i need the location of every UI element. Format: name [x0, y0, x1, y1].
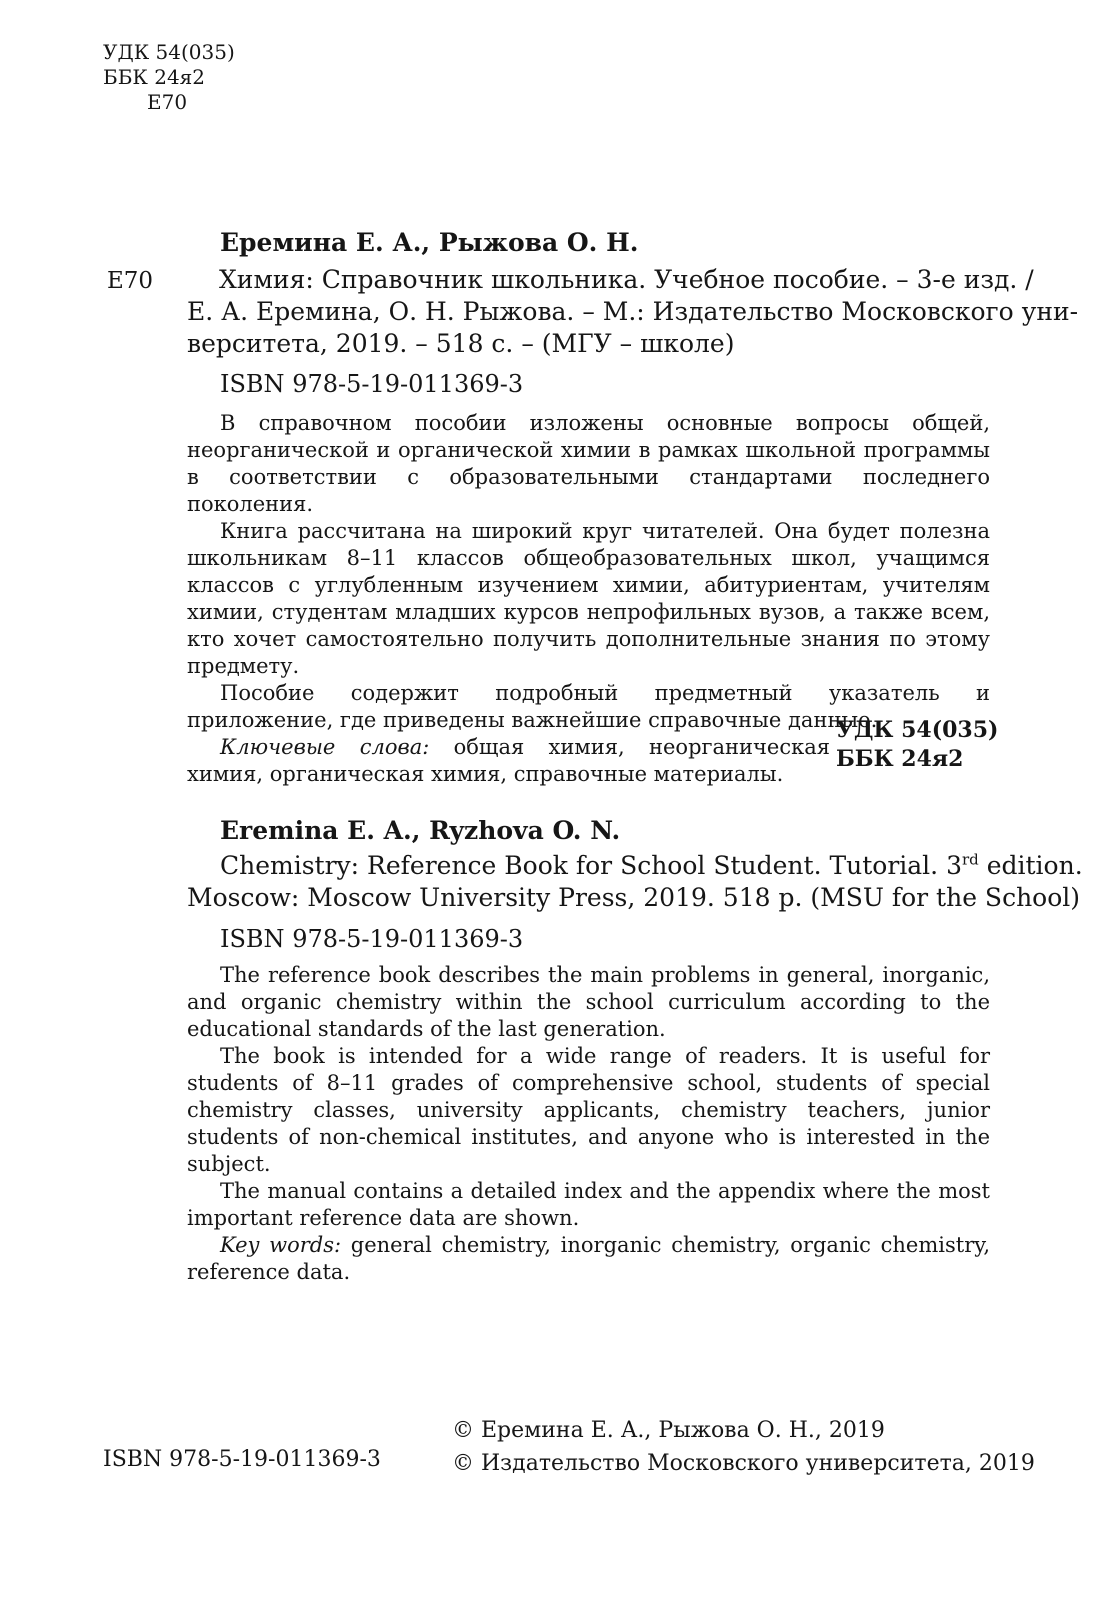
ru-abstract-paragraph-2: Книга рассчитана на широкий круг читателей. Она будет полезна школьникам 8–11 классов общеобразовательных школ, учащимся классов с углубленным изучением химии, абитуриентам, учителям химии, студентам младших курсов непрофильных вузов, а также всем, кто хочет самостоятельно получить дополнительные знания по этому предмету.	[187, 519, 990, 678]
ru-isbn: ISBN 978-5-19-011369-3	[220, 370, 524, 398]
ru-keywords-text: общая химия, неорганическая химия, органическая химия, справочные материалы.	[187, 735, 830, 786]
en-citation-title: Chemistry: Reference Book for School Student. Tutorial. 3	[220, 851, 962, 880]
top-udk: УДК 54(035)	[103, 40, 235, 64]
copyright-authors: © Еремина Е. А., Рыжова О. Н., 2019	[452, 1418, 885, 1443]
top-classification-codes	[103, 40, 235, 115]
en-citation-edition: edition.	[978, 851, 1083, 880]
top-bbk: ББК 24я2	[103, 65, 206, 89]
ru-citation-line-2: Е. А. Еремина, О. Н. Рыжова. – М.: Издательство Московского уни-	[187, 297, 1079, 326]
ru-abstract-paragraph-1: В справочном пособии изложены основные вопросы общей, неорганической и органической химии в рамках школьной программы в соответствии с образовательными стандартами последнего поколения.	[187, 411, 990, 516]
ru-keywords-label: Ключевые слова:	[220, 735, 430, 759]
copyright-publisher: © Издательство Московского университета, 2019	[452, 1451, 1035, 1476]
en-isbn: ISBN 978-5-19-011369-3	[220, 925, 524, 953]
ru-author-code: Е70	[107, 268, 154, 294]
top-author-code: Е70	[147, 90, 188, 114]
en-authors: Eremina E. A., Ryzhova O. N.	[220, 816, 621, 845]
ru-udk: УДК 54(035)	[836, 717, 999, 743]
footer-isbn: ISBN 978-5-19-011369-3	[103, 1447, 381, 1472]
ru-authors: Еремина Е. А., Рыжова О. Н.	[220, 228, 639, 257]
en-abstract-paragraph-3: The manual contains a detailed index and the appendix where the most important reference data are shown.	[187, 1179, 990, 1230]
ru-citation	[103, 264, 1034, 296]
ru-abstract-paragraph-3: Пособие содержит подробный предметный указатель и приложение, где приведены важнейшие справочные данные.	[187, 681, 990, 732]
en-abstract-paragraph-1: The reference book describes the main problems in general, inorganic, and organic chemistry within the school curriculum according to the educational standards of the last generation.	[187, 963, 990, 1041]
en-citation-line-1	[220, 850, 1083, 882]
copyright-block	[452, 1414, 1035, 1480]
ru-bbk: ББК 24я2	[836, 746, 964, 772]
ru-citation-line-1: Химия: Справочник школьника. Учебное пособие. – 3-е изд. /	[219, 265, 1034, 294]
en-keywords	[187, 1232, 990, 1286]
ru-citation-line-3: верситета, 2019. – 518 с. – (МГУ – школе)	[187, 329, 735, 358]
en-abstract	[187, 962, 990, 1286]
en-citation-line-2: Moscow: Moscow University Press, 2019. 518 p. (MSU for the School)	[187, 883, 1081, 912]
en-keywords-label: Key words:	[220, 1233, 342, 1257]
en-keywords-text: general chemistry, inorganic chemistry, organic chemistry, reference data.	[187, 1233, 990, 1284]
en-abstract-paragraph-2: The book is intended for a wide range of readers. It is useful for students of 8–11 grades of comprehensive school, students of special chemistry classes, university applicants, chemistry teachers, junior students of non-chemical institutes, and anyone who is interested in the subject.	[187, 1044, 990, 1176]
en-citation-sup: rd	[961, 850, 979, 869]
ru-classification-codes	[836, 716, 998, 774]
